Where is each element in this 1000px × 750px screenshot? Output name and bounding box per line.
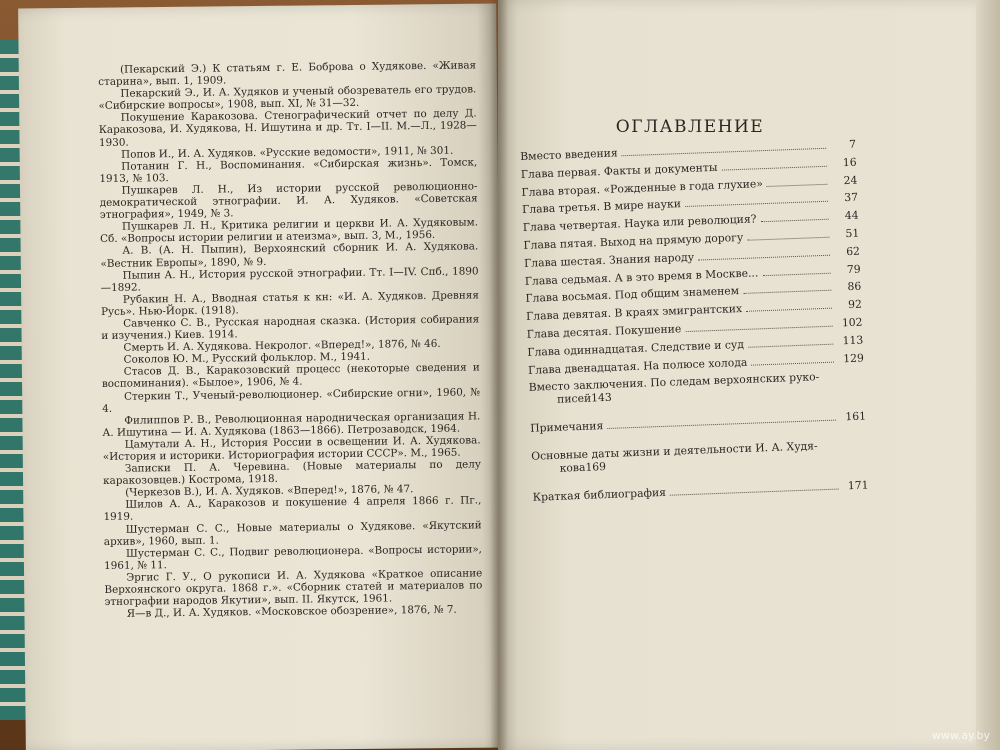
toc-item-page: 143: [590, 391, 613, 405]
toc-item-label: Глава вторая. «Рожденные в года глухие»: [521, 176, 764, 199]
toc-item-label: Краткая библиография: [532, 485, 667, 504]
toc-leader-dots: [685, 201, 828, 207]
bibliography-entry: Савченко С. В., Русская народная сказка. (История собирания и изучения.) Киев. 1914.: [101, 313, 480, 343]
toc-item-label-continued: кова: [559, 460, 586, 475]
bibliography-entry: Пекарский Э., И. А. Худяков и ученый обозреватель его трудов. «Сибирские вопросы», 1908, вып. XI, № 31—32.: [98, 83, 477, 113]
toc-item-page: 7: [848, 137, 857, 151]
toc-item-page: 129: [843, 351, 865, 365]
watermark-text: www.ay.by: [931, 729, 990, 742]
bibliography-entry: Пушкарев Л. Н., Критика религии и церкви И. А. Худяковым. Сб. «Вопросы истории религии и атеизма», вып. 3, М., 1956.: [100, 216, 479, 246]
toc-item-label: Глава десятая. Покушение: [526, 322, 682, 341]
toc-leader-dots: [748, 343, 833, 347]
bibliography-entry: Цамутали А. Н., История России в освещении И. А. Худякова. «История и историки. Историография истории СССР». М., 1965.: [102, 434, 481, 463]
toc-title: ОГЛАВЛЕНИЕ: [615, 117, 765, 137]
bibliography-entry: Эргис Г. У., О рукописи И. А. Худякова «Краткое описание Верхоянского округа. 1868 г.». «Сборник статей и материалов по этнографии народов Якутии», вып. II. Якутск, 1961.: [104, 567, 483, 609]
bibliography-entry: (Черкезов В.), И. А. Худяков. «Вперед!», 1876, № 47.: [125, 483, 414, 499]
toc-leader-dots: [607, 420, 836, 429]
toc-leader-dots: [747, 237, 829, 241]
toc-item-label: Глава седьмая. А в это время в Москве...: [524, 265, 759, 288]
toc-item-label: Глава двенадцатая. На полюсе холода: [527, 355, 748, 377]
toc-item-page: 79: [846, 262, 861, 276]
toc-item-page: 169: [585, 460, 607, 474]
toc-item-page: 86: [847, 279, 862, 294]
toc-leader-dots: [743, 290, 831, 294]
toc-item-page: 37: [843, 191, 859, 205]
toc-item-label: Основные даты жизни и деятельности И. А. Худя-: [530, 439, 818, 463]
bibliography-entry: Шилов А. А., Каракозов и покушение 4 апреля 1866 г. Пг., 1919.: [103, 494, 482, 524]
toc-item-label: Глава первая. Факты и документы: [520, 160, 718, 181]
toc-item-page: 171: [847, 478, 869, 492]
table-of-contents: [520, 138, 869, 509]
bibliography-entry: Пыпин А. Н., История русской этнографии. Тт. I—IV. Спб., 1890—1892.: [100, 264, 479, 294]
toc-item-label: Глава четвертая. Наука или революция?: [522, 212, 757, 235]
toc-leader-dots: [751, 361, 834, 365]
bibliography-entry: А. В. (А. Н. Пыпин), Верхоянский сборник И. А. Худякова. «Вестник Европы», 1890, № 9.: [100, 240, 479, 270]
toc-item-label: Глава одиннадцатая. Следствие и суд: [527, 337, 745, 359]
bibliography-entry: Соколов Ю. М., Русский фольклор. М., 1941.: [123, 350, 371, 366]
toc-item-page: 51: [845, 226, 860, 241]
toc-leader-dots: [622, 148, 826, 156]
bibliography-list: [98, 59, 483, 620]
toc-item-page: 92: [847, 297, 863, 312]
toc-leader-dots: [761, 219, 829, 223]
toc-item-label: Глава восьмая. Под общим знаменем: [525, 284, 740, 306]
toc-item-page: 62: [845, 244, 861, 258]
toc-leader-dots: [746, 308, 832, 312]
bibliography-entry: Покушение Каракозова. Стенографический отчет по делу Д. Каракозова, И. Худякова, Н. Ишутина и др. Тт. I—II. М.—Л., 1928—1930.: [98, 107, 477, 149]
bibliography-entry: Стеркин Т., Ученый-революционер. «Сибирские огни», 1960, № 4.: [102, 385, 481, 415]
toc-leader-dots: [722, 166, 827, 171]
toc-leader-dots: [767, 183, 828, 186]
toc-item-page: 16: [842, 155, 857, 169]
toc-leader-dots: [698, 254, 830, 260]
toc-item-label: Примечания: [529, 419, 604, 435]
bibliography-entry: Я—в Д., И. А. Худяков. «Московское обозрение», 1876, № 7.: [126, 603, 457, 620]
bibliography-entry: Филиппов Р. В., Революционная народническая организация Н. А. Ишутина — И. А. Худякова (1863—1866). Петрозаводск, 1964.: [102, 410, 481, 439]
bibliography-entry: Записки П. А. Черевина. (Новые материалы по делу каракозовцев.) Кострома, 1918.: [103, 458, 481, 488]
bibliography-entry: Рубакин Н. А., Вводная статья к кн: «И. А. Худяков. Древняя Русь». Нью-Йорк. (1918).: [100, 289, 479, 318]
toc-leader-dots: [762, 272, 830, 276]
toc-item-label: Глава шестая. Знания народу: [523, 250, 695, 270]
toc-item-label: Вместо заключения. По следам верхоянских руко-: [528, 370, 820, 395]
toc-item-page: 44: [844, 208, 859, 223]
toc-item-page: 161: [845, 409, 867, 424]
toc-item-page: 113: [842, 333, 864, 348]
toc-leader-dots: [670, 488, 839, 495]
bibliography-entry: Пушкарев Л. Н., Из истории русской революционно-демократической этнографии. И. А. Худяков. «Советская этнография», 1949, № 3.: [99, 180, 478, 222]
toc-item-label: Глава девятая. В краях эмигрантских: [525, 302, 743, 324]
bibliography-entry: Стасов Д. В., Каракозовский процесс (некоторые сведения и воспоминания). «Былое», 1906, № 4.: [101, 361, 480, 391]
toc-item-label: Глава пятая. Выход на прямую дорогу: [523, 230, 744, 252]
toc-item-label: Глава третья. В мире науки: [521, 197, 682, 217]
toc-item-label: Вместо введения: [520, 146, 618, 163]
toc-item-label-continued: писей: [556, 391, 592, 407]
bibliography-entry: Шустерман С. С., Новые материалы о Худякове. «Якутский архив», 1960, вып. 1.: [103, 518, 482, 548]
toc-leader-dots: [685, 326, 832, 332]
bibliography-entry: Смерть И. А. Худякова. Некролог. «Вперед!», 1876, № 46.: [123, 337, 441, 354]
book-gutter: [490, 0, 508, 750]
bibliography-entry: Потанин Г. Н., Воспоминания. «Сибирская жизнь». Томск, 1913, № 103.: [99, 156, 478, 185]
bibliography-entry: (Пекарский Э.) К статьям г. Е. Боброва о Худякове. «Живая старина», вып. 1, 1909.: [98, 59, 477, 89]
toc-item-page: 24: [843, 173, 858, 187]
toc-item-page: 102: [841, 315, 863, 330]
bibliography-entry: Шустерман С. С., Подвиг революционера. «Вопросы истории», 1961, № 11.: [104, 543, 483, 572]
page-stack-edge: [976, 0, 1000, 750]
bibliography-entry: Попов И., И. А. Худяков. «Русские ведомости», 1911, № 301.: [121, 144, 454, 161]
